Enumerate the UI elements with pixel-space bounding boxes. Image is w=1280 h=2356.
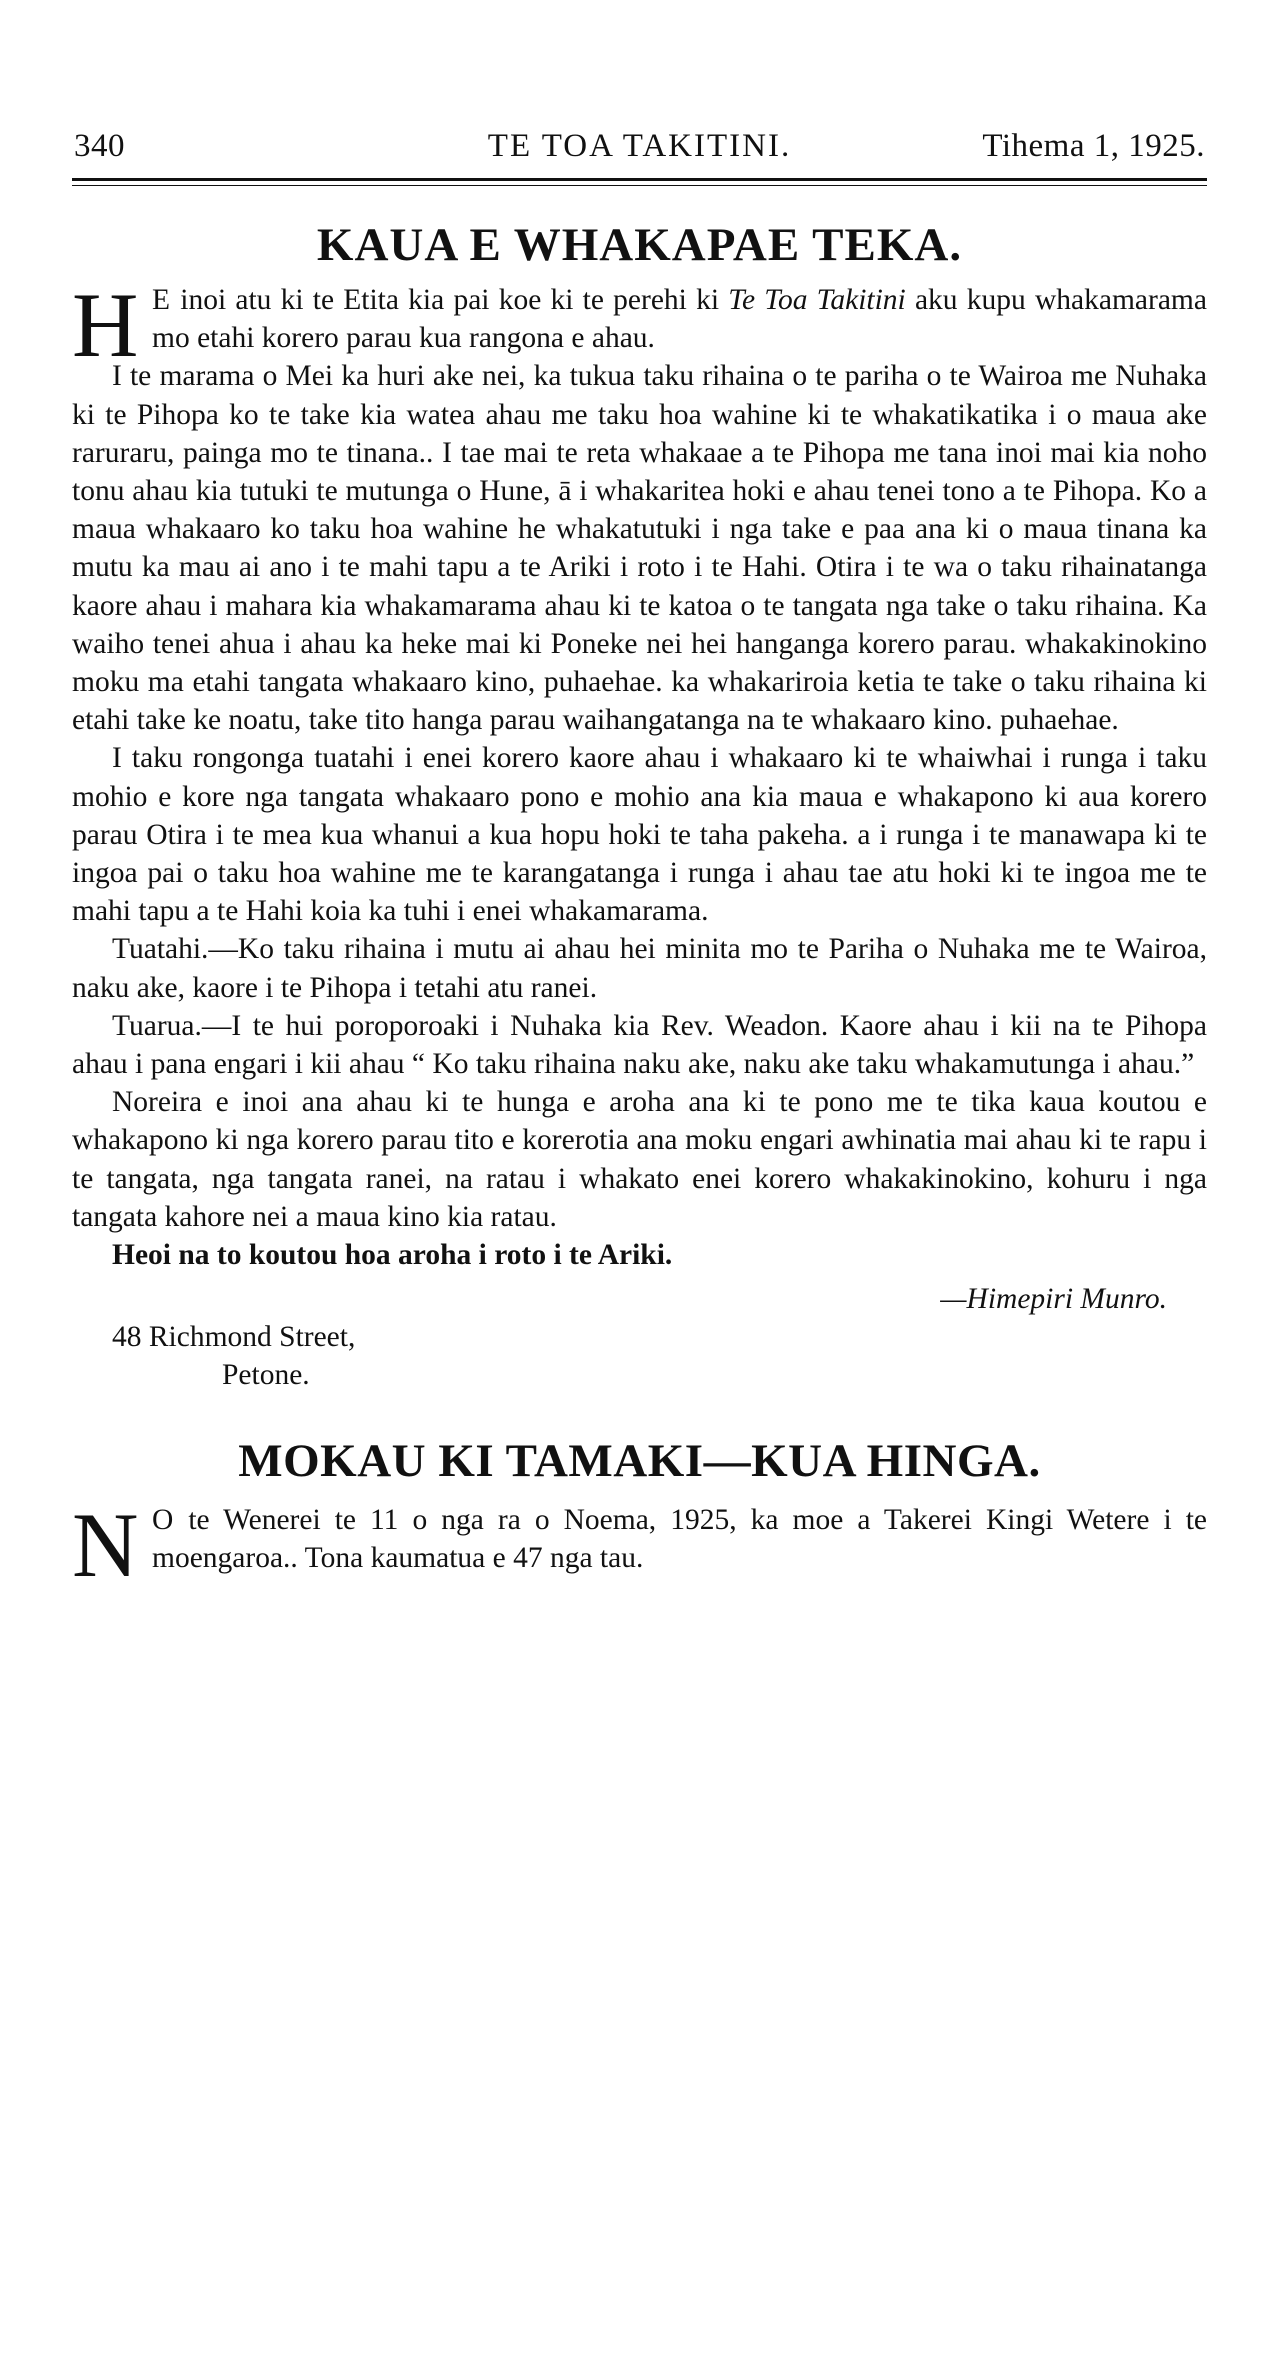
page-number: 340 — [74, 128, 125, 164]
article-intro-paragraph — [72, 274, 1207, 376]
intro-text: te Wenerei te 11 o nga ra o Noema, 1925, ka moe a Takerei Kingi Wetere i te moengaroa.. Tona kaumatua e 47 nga tau. — [152, 1504, 1207, 1575]
header-rule-thin — [72, 185, 1207, 186]
lead-letter: E — [152, 284, 172, 316]
address-line: Petone. — [222, 1359, 310, 1392]
body-paragraph: Noreira e inoi ana ahau ki te hunga e aroha ana ki te pono me te tika kaua koutou e whakapono ki nga korero parau tito e korerotia ana moku engari awhinatia mai ahau ki te rapu i te tangata, nga tangata ranei, na ratau i whakato enei korero whakakinokino, kohuru i nga tangata kahore nei a maua kino kia ratau. — [72, 1086, 1207, 1233]
lead-letter: O — [152, 1504, 175, 1537]
address-block — [72, 1318, 1207, 1394]
newspaper-name: Te Toa Takitini — [728, 284, 906, 316]
header-rule — [72, 178, 1207, 181]
intro-text-1: inoi atu ki te Etita kia pai koe ki te perehi ki — [171, 284, 729, 316]
issue-date: Tihema 1, 1925. — [982, 128, 1205, 164]
article-title: KAUA E WHAKAPAE TEKA. — [316, 219, 963, 271]
running-title: TE TOA TAKITINI. — [487, 128, 792, 164]
intro-text-2: aku kupu whakamarama mo etahi korero parau kua rangona e ahau. — [152, 284, 1207, 355]
article-intro-paragraph — [72, 1494, 1207, 1597]
body-paragraph: I taku rongonga tuatahi i enei korero kaore ahau i whakaaro ki te whaiwhai i runga i taku mohio e kore nga tangata whakaaro pono e mohio ana kia maua e whakapono ki aua korero parau Otira i te mea kua whanui a kua hopu hoki te taha pakeha. a i runga i te manawapa ki te ingoa pai o taku hoa wahine me te karangatanga i runga i ahau tae atu hoki ki te ingoa me te mahi tapu a te Hahi koia ka tuhi i enei whakamarama. — [72, 742, 1207, 928]
body-paragraph: Tuatahi.—Ko taku rihaina i mutu ai ahau hei minita mo te Pariha o Nuhaka me te Wairoa, naku ake, kaore i te Pihopa i tetahi atu ranei. — [72, 933, 1207, 1004]
drop-cap: H — [72, 274, 139, 376]
body-paragraph: Tuarua.—I te hui poroporoaki i Nuhaka kia Rev. Weadon. Kaore ahau i kii na te Pihopa ahau i pana engari i kii ahau “ Ko taku rihaina naku ake, naku ake taku whakamutunga i ahau.” — [72, 1009, 1207, 1081]
article-title: MOKAU KI TAMAKI—KUA HINGA. — [238, 1435, 1041, 1488]
closing-paragraph: Heoi na to koutou hoa aroha i roto i te Ariki. — [112, 1239, 673, 1272]
drop-cap: N — [72, 1494, 139, 1597]
body-paragraph: I te marama o Mei ka huri ake nei, ka tukua taku rihaina o te pariha o te Wairoa me Nuhaka ki te Pihopa ko te take kia watea ahau me taku hoa wahine ki te whakatikatika i o maua ake raruraru, painga mo te tinana.. I tae mai te reta whakaae a te Pihopa me tana inoi mai kia noho tonu ahau kia tutuki te mutunga o Hune, ā i whakaritea hoki e ahau tenei tono a te Pihopa. Ko a maua whakaaro ko taku hoa wahine he whakatutuki i nga take e paa ana ki o maua tinana ka mutu ka mau ai ano i te mahi tapu a te Ariki i roto i te Hahi. Otira i te wa o taku rihainatanga kaore ahau i mahara kia whakamarama ahau ki te katoa o te tangata nga take o taku rihaina. Ka waiho tenei ahua i ahau ka heke mai ki Poneke nei hei hanganga korero parau. whakakinokino moku ma etahi tangata whakaaro kino, puhaehae. ka whakariroia ketia te take o taku rihaina ki etahi take ke noatu, take tito hanga parau waihangatanga na te whakaaro kino. puhaehae. — [72, 360, 1207, 737]
page-header — [72, 128, 1207, 174]
signature: —Himepiri Munro. — [940, 1283, 1167, 1316]
page — [72, 128, 1207, 1597]
address-line: 48 Richmond Street, — [112, 1321, 356, 1354]
